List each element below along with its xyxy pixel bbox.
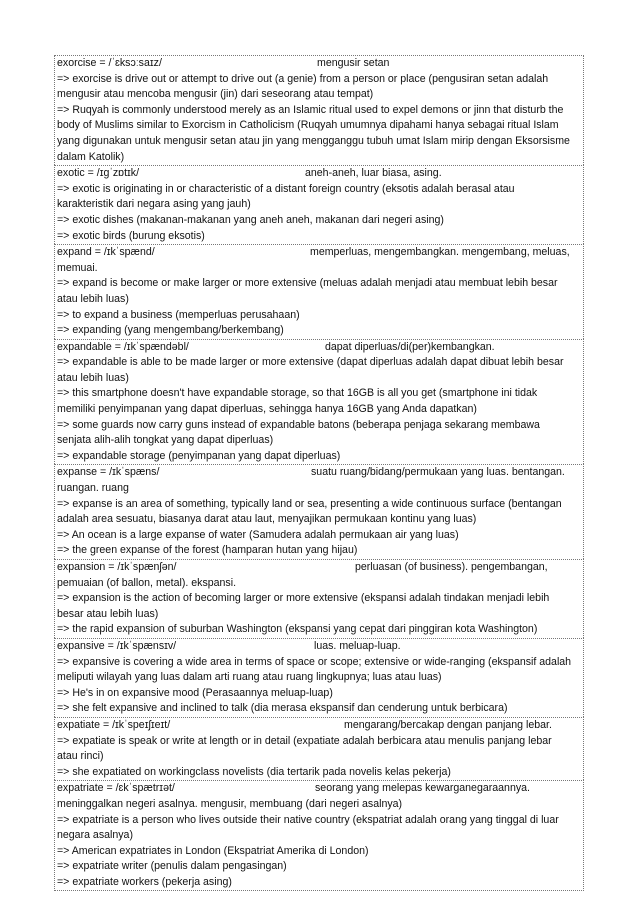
entry-line: => exotic dishes (makanan-makanan yang aneh aneh, makanan dari negeri asing) — [57, 213, 444, 226]
entry-line: memiliki penyimpanan yang dapat diperluas, sehingga hanya 16GB yang Anda dapatkan) — [57, 403, 477, 416]
entry-line: => some guards now carry guns instead of expandable batons (beberapa penjaga sekarang membawa — [57, 418, 540, 431]
translation: luas. meluap-luap. — [314, 639, 401, 652]
dictionary-entry — [54, 55, 584, 165]
entry-header — [57, 560, 581, 576]
entry-header — [57, 781, 581, 797]
entry-line: mengusir atau mencoba mengusir (jin) dari seseorang atau tempat) — [57, 88, 374, 101]
entry-line: => expatriate writer (penulis dalam pengasingan) — [57, 860, 287, 873]
headword: exotic = /ɪɡˈzɒtɪk/ — [57, 167, 140, 180]
translation: suatu ruang/bidang/permukaan yang luas. bentangan. — [311, 466, 565, 479]
entry-line: => she felt expansive and inclined to talk (dia merasa ekspansif dan cenderung untuk berbicara) — [57, 702, 508, 715]
entry-line: memuai. — [57, 261, 98, 274]
entry-line: karakteristik dari negara asing yang jauh) — [57, 198, 251, 211]
entry-line: dalam Katolik) — [57, 150, 125, 163]
entry-line: => expanse is an area of something, typically land or sea, presenting a wide continuous surface (bentangan — [57, 497, 562, 510]
dictionary-entry — [54, 464, 584, 559]
entry-line: => expatriate workers (pekerja asing) — [57, 875, 232, 888]
entry-header — [57, 718, 581, 734]
entry-line: => expand is become or make larger or more extensive (meluas adalah menjadi atau membuat lebih besar — [57, 277, 558, 290]
entry-line: => expansion is the action of becoming larger or more extensive (ekspansi adalah tindakan menjadi lebih — [57, 592, 550, 605]
dictionary-entry — [54, 638, 584, 717]
entry-line: => the rapid expansion of suburban Washington (ekspansi yang cepat dari pinggiran kota Washington) — [57, 623, 538, 636]
entry-line: adalah area sesuatu, biasanya darat atau laut, menyajikan permukaan kontinu yang luas) — [57, 513, 477, 526]
entry-header — [57, 245, 581, 261]
headword: expand = /ɪkˈspænd/ — [57, 246, 155, 259]
entry-header — [57, 465, 581, 481]
headword: exorcise = /ˈɛksɔːsaɪz/ — [57, 57, 162, 69]
translation: dapat diperluas/di(per)kembangkan. — [325, 340, 495, 353]
dictionary-entry — [54, 717, 584, 780]
translation: seorang yang melepas kewarganegaraannya. — [315, 782, 530, 795]
entry-line: senjata alih-alih tongkat yang dapat diperluas) — [57, 434, 274, 447]
entry-line: meninggalkan negeri asalnya. mengusir, membuang (dari negeri asalnya) — [57, 797, 403, 810]
entry-line: => she expatiated on workingclass novelists (dia tertarik pada novelis kelas pekerja) — [57, 765, 451, 778]
entry-line: => American expatriates in London (Ekspatriat Amerika di London) — [57, 844, 369, 857]
entry-line: => exotic birds (burung eksotis) — [57, 229, 205, 242]
entry-header — [57, 166, 581, 182]
entry-line: yang digunakan untuk mengusir setan atau jin yang mengganggu tubuh umat Islam mirip dengan Eksorsisme — [57, 134, 570, 147]
headword: expandable = /ɪkˈspændəbl/ — [57, 340, 189, 353]
entry-line: => expansive is covering a wide area in terms of space or scope; extensive or wide-ranging (ekspansif adalah — [57, 655, 572, 668]
entry-header — [57, 340, 581, 356]
headword: expansive = /ɪkˈspænsɪv/ — [57, 639, 177, 652]
dictionary-page — [54, 55, 584, 891]
entry-line: ruangan. ruang — [57, 482, 129, 495]
entry-line: negara asalnya) — [57, 829, 133, 842]
entry-line: pemuaian (of ballon, metal). ekspansi. — [57, 576, 237, 589]
entry-line: meliputi wilayah yang luas dalam arti ruang atau ruang lingkupnya; luas atau luas) — [57, 671, 442, 684]
entry-line: => this smartphone doesn't have expandable storage, so that 16GB is all you get (smartphone ini tidak — [57, 387, 538, 400]
dictionary-entry — [54, 780, 584, 891]
entry-line: => expatriate is a person who lives outside their native country (ekspatriat adalah orang yang tinggal di luar — [57, 813, 559, 826]
entry-line: => Ruqyah is commonly understood merely as an Islamic ritual used to expel demons or jinn that disturb the — [57, 103, 564, 116]
entry-line: => He's in on expansive mood (Perasaannya meluap-luap) — [57, 686, 333, 699]
entry-line: atau rinci) — [57, 750, 104, 763]
entry-line: => to expand a business (memperluas perusahaan) — [57, 308, 300, 321]
translation: mengarang/bercakap dengan panjang lebar. — [344, 718, 552, 731]
entry-line: => expanding (yang mengembang/berkembang) — [57, 324, 284, 337]
dictionary-entry — [54, 339, 584, 465]
entry-line: => exotic is originating in or characteristic of a distant foreign country (eksotis adalah berasal atau — [57, 182, 515, 195]
entry-line: => expandable storage (penyimpanan yang dapat diperluas) — [57, 449, 341, 462]
headword: expansion = /ɪkˈspænʃən/ — [57, 561, 177, 573]
translation: memperluas, mengembangkan. mengembang, meluas, — [310, 246, 570, 259]
entry-line: atau lebih luas) — [57, 371, 129, 384]
entry-line: => expatiate is speak or write at length or in detail (expatiate adalah berbicara atau menulis panjang lebar — [57, 734, 552, 747]
headword: expatiate = /ɪkˈspeɪʃɪeɪt/ — [57, 718, 171, 731]
translation: mengusir setan — [317, 57, 390, 69]
entry-line: atau lebih luas) — [57, 292, 129, 305]
translation: aneh-aneh, luar biasa, asing. — [305, 167, 442, 180]
entry-line: body of Muslims similar to Exorcism in Catholicism (Ruqyah umumnya dipahami hanya sebagai ritual Islam — [57, 119, 559, 132]
entry-line: => An ocean is a large expanse of water (Samudera adalah permukaan air yang luas) — [57, 528, 459, 541]
entry-header — [57, 56, 581, 72]
entry-line: besar atau lebih luas) — [57, 607, 159, 620]
translation: perluasan (of business). pengembangan, — [355, 561, 548, 573]
entry-line: => expandable is able to be made larger or more extensive (dapat diperluas adalah dapat dibuat lebih besar — [57, 356, 564, 369]
entry-line: => exorcise is drive out or attempt to drive out (a genie) from a person or place (pengusiran setan adalah — [57, 72, 549, 85]
headword: expatriate = /ɛkˈspætrɪət/ — [57, 782, 175, 795]
entry-header — [57, 639, 581, 655]
dictionary-entry — [54, 165, 584, 244]
dictionary-entry — [54, 244, 584, 339]
headword: expanse = /ɪkˈspæns/ — [57, 466, 160, 479]
entry-line: => the green expanse of the forest (hamparan hutan yang hijau) — [57, 544, 358, 557]
dictionary-entry — [54, 559, 584, 638]
